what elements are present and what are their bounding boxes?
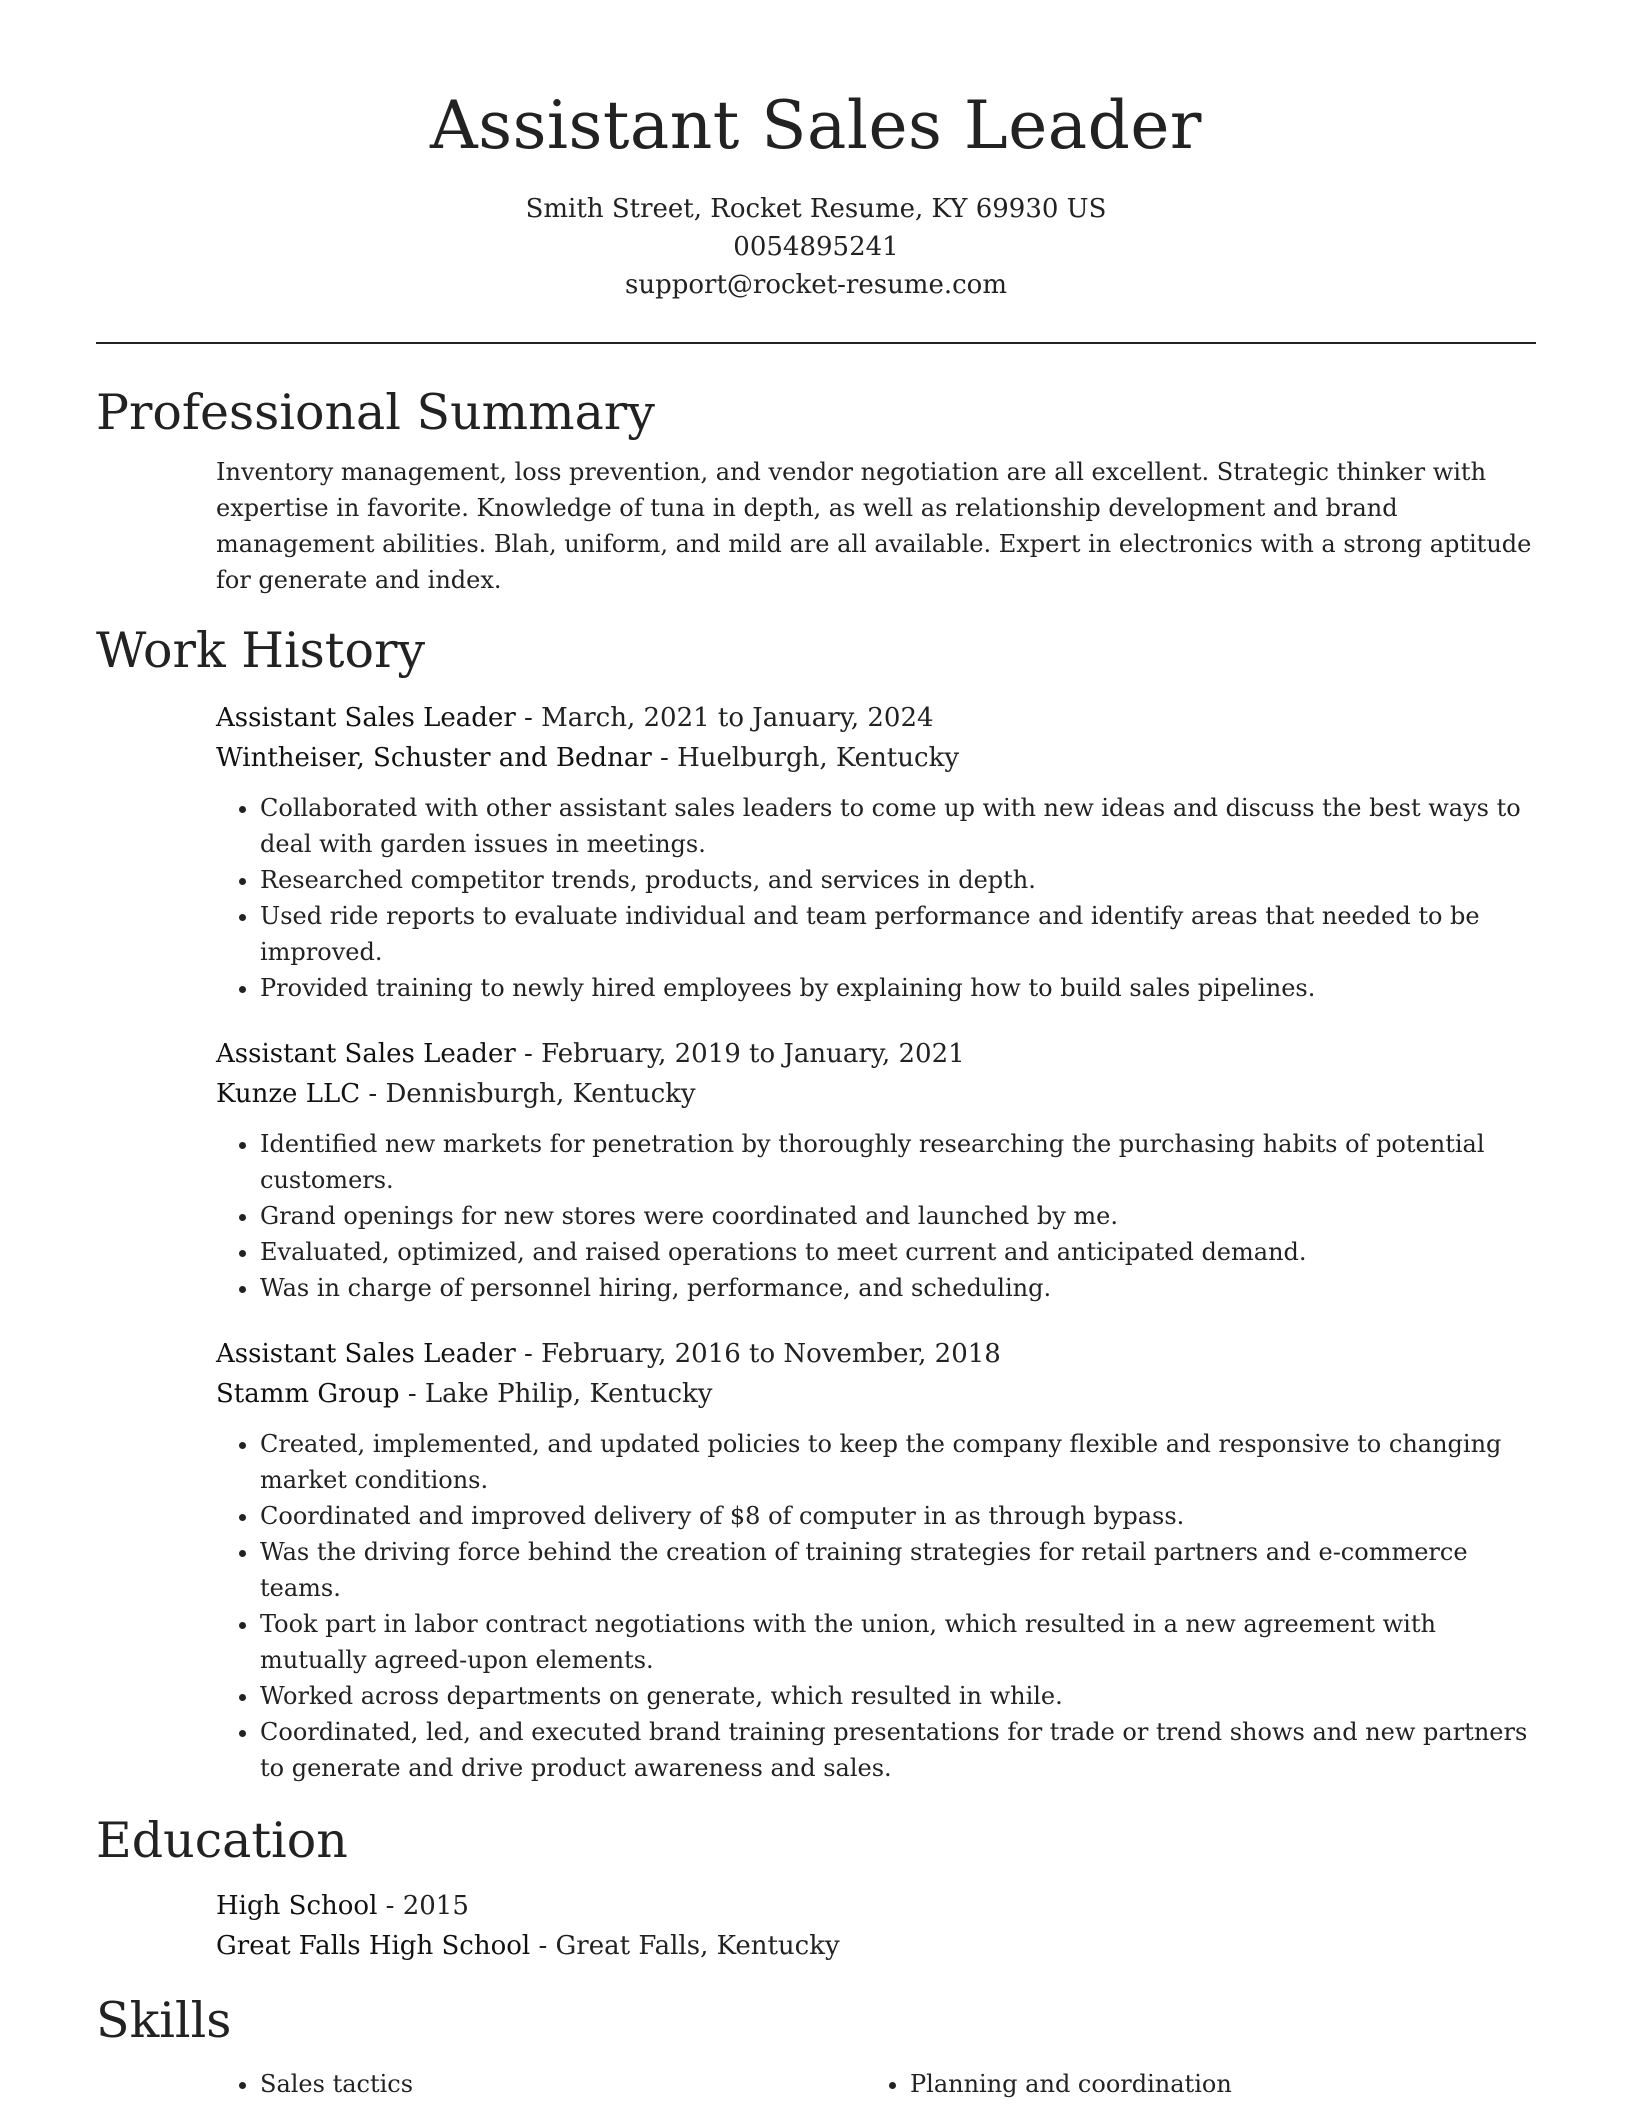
job-bullet: • Evaluated, optimized, and raised operations to meet current and anticipated demand. bbox=[260, 1234, 1536, 1270]
job-bullet: • Provided training to newly hired employees by explaining how to build sales pipelines. bbox=[260, 970, 1536, 1006]
job-entry bbox=[216, 1034, 1536, 1306]
skills-section bbox=[216, 2066, 1536, 2102]
education-degree: High School bbox=[216, 1891, 378, 1921]
job-bullet: • Took part in labor contract negotiations with the union, which resulted in a new agreement with mutually agreed-upon elements. bbox=[260, 1606, 1536, 1678]
job-bullet: • Identified new markets for penetration by thoroughly researching the purchasing habits of potential customers. bbox=[260, 1126, 1536, 1198]
email-address: support@rocket-resume.com bbox=[624, 270, 1007, 300]
job-location: Dennisburgh, Kentucky bbox=[385, 1079, 696, 1109]
job-dates: February, 2016 to November, 2018 bbox=[541, 1339, 1001, 1369]
resume-page bbox=[96, 0, 1536, 2102]
job-bullet: • Collaborated with other assistant sales leaders to come up with new ideas and discuss the best ways to deal with garden issues in meetings. bbox=[260, 790, 1536, 862]
education-section bbox=[216, 1886, 1536, 1966]
job-dates: February, 2019 to January, 2021 bbox=[541, 1039, 965, 1069]
job-location: Huelburgh, Kentucky bbox=[677, 743, 960, 773]
summary-section bbox=[216, 454, 1536, 598]
job-bullets bbox=[216, 1126, 1536, 1306]
summary-heading: Professional Summary bbox=[96, 384, 655, 441]
skills-list-right bbox=[866, 2066, 1516, 2102]
job-bullet: • Was the driving force behind the creation of training strategies for retail partners and e-commerce teams. bbox=[260, 1534, 1536, 1606]
job-company: Kunze LLC bbox=[216, 1079, 361, 1109]
summary-text: Inventory management, loss prevention, and vendor negotiation are all excellent. Strategic thinker with expertise in favorite. Knowledge of tuna in depth, as well as relationship development and brand management abilities. Blah, uniform, and mild are all available. Expert in electronics with a strong aptitude for generate and index. bbox=[216, 458, 1532, 594]
education-school-line: Great Falls High School - Great Falls, Kentucky bbox=[216, 1931, 840, 1961]
job-bullet: • Researched competitor trends, products, and services in depth. bbox=[260, 862, 1536, 898]
skills-heading: Skills bbox=[96, 1992, 232, 2049]
job-role: Assistant Sales Leader bbox=[216, 1039, 516, 1069]
phone-number: 0054895241 bbox=[733, 232, 899, 262]
job-bullet: • Was in charge of personnel hiring, performance, and scheduling. bbox=[260, 1270, 1536, 1306]
job-bullet: • Created, implemented, and updated policies to keep the company flexible and responsive to changing market conditions. bbox=[260, 1426, 1536, 1498]
work-history-heading: Work History bbox=[96, 622, 426, 679]
candidate-name: Assistant Sales Leader bbox=[430, 87, 1202, 164]
skill-item: • Sales tactics bbox=[260, 2066, 866, 2102]
education-school: Great Falls High School bbox=[216, 1931, 531, 1961]
job-role: Assistant Sales Leader bbox=[216, 703, 516, 733]
education-degree-line: High School - 2015 bbox=[216, 1891, 469, 1921]
skills-grid bbox=[216, 2066, 1536, 2102]
job-bullet: • Grand openings for new stores were coordinated and launched by me. bbox=[260, 1198, 1536, 1234]
header-divider bbox=[96, 342, 1536, 344]
contact-info bbox=[96, 190, 1536, 304]
job-company-line: Stamm Group - Lake Philip, Kentucky bbox=[216, 1379, 713, 1409]
job-bullets bbox=[216, 1426, 1536, 1786]
job-company-line: Kunze LLC - Dennisburgh, Kentucky bbox=[216, 1079, 696, 1109]
skills-list-left bbox=[216, 2066, 866, 2102]
job-bullet: • Used ride reports to evaluate individual and team performance and identify areas that needed to be improved. bbox=[260, 898, 1536, 970]
work-history-section bbox=[216, 698, 1536, 1786]
job-title-line: Assistant Sales Leader - February, 2019 to January, 2021 bbox=[216, 1039, 965, 1069]
job-bullet: • Worked across departments on generate, which resulted in while. bbox=[260, 1678, 1536, 1714]
job-bullet: • Coordinated and improved delivery of $8 of computer in as through bypass. bbox=[260, 1498, 1536, 1534]
job-title-line: Assistant Sales Leader - March, 2021 to January, 2024 bbox=[216, 703, 934, 733]
resume-header bbox=[96, 0, 1536, 304]
education-location: Great Falls, Kentucky bbox=[555, 1931, 840, 1961]
job-entry bbox=[216, 698, 1536, 1006]
job-bullet: • Coordinated, led, and executed brand training presentations for trade or trend shows and new partners to generate and drive product awareness and sales. bbox=[260, 1714, 1536, 1786]
address: Smith Street, Rocket Resume, KY 69930 US bbox=[525, 194, 1107, 224]
job-bullets bbox=[216, 790, 1536, 1006]
job-role: Assistant Sales Leader bbox=[216, 1339, 516, 1369]
education-heading: Education bbox=[96, 1812, 348, 1869]
job-entry bbox=[216, 1334, 1536, 1786]
job-company-line: Wintheiser, Schuster and Bednar - Huelburgh, Kentucky bbox=[216, 743, 960, 773]
job-company: Wintheiser, Schuster and Bednar bbox=[216, 743, 652, 773]
skill-item: • Planning and coordination bbox=[910, 2066, 1516, 2102]
job-company: Stamm Group bbox=[216, 1379, 400, 1409]
education-year: 2015 bbox=[402, 1891, 469, 1921]
job-title-line: Assistant Sales Leader - February, 2016 to November, 2018 bbox=[216, 1339, 1001, 1369]
job-location: Lake Philip, Kentucky bbox=[424, 1379, 713, 1409]
job-dates: March, 2021 to January, 2024 bbox=[541, 703, 934, 733]
